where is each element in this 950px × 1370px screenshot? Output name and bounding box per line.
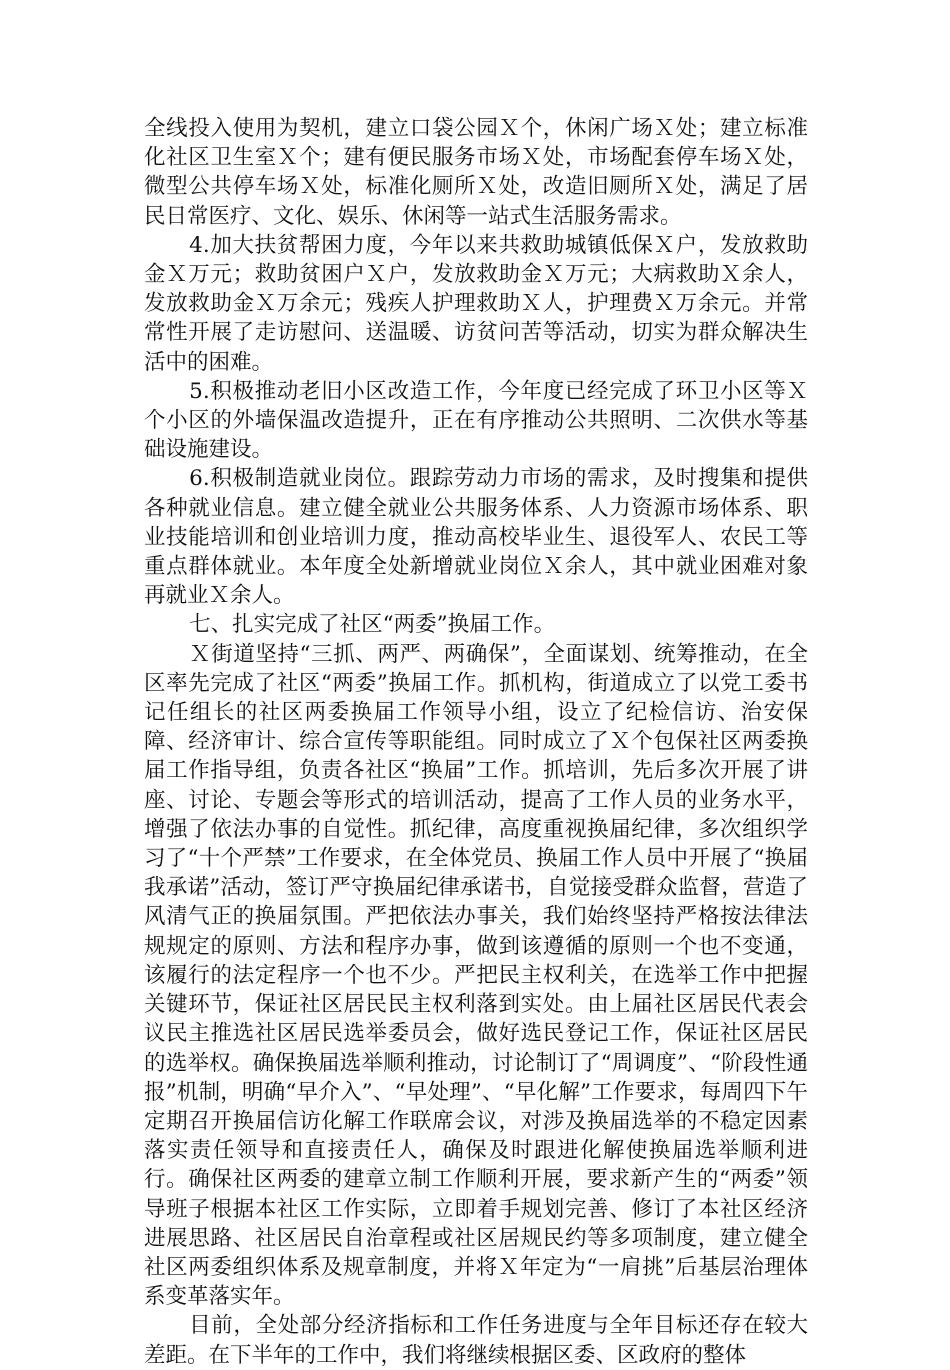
paragraph-old-community-renovation: 5.积极推动老旧小区改造工作，今年度已经完成了环卫小区等Ｘ个小区的外墙保温改造提升，正在有序推动公共照明、二次供水等基础设施建设。 bbox=[144, 378, 808, 463]
paragraph-election-work: Ｘ街道坚持“三抓、两严、两确保”，全面谋划、统筹推动，在全区率先完成了社区“两委”换届工作。抓机构，街道成立了以党工委书记任组长的社区两委换届工作领导小组，设立了纪检信访、治安保障、经济审计、综合宣传等职能组。同时成立了Ｘ个包保社区两委换届工作指导组，负责各社区“换届”工作。抓培训，先后多次开展了讲座、讨论、专题会等形式的培训活动，提高了工作人员的业务水平，增强了依法办事的自觉性。抓纪律，高度重视换届纪律，多次组织学习了“十个严禁”工作要求，在全体党员、换届工作人员中开展了“换届我承诺”活动，签订严守换届纪律承诺书，自觉接受群众监督，营造了风清气正的换届氛围。严把依法办事关，我们始终坚持严格按法律法规规定的原则、方法和程序办事，做到该遵循的原则一个也不变通，该履行的法定程序一个也不少。严把民主权利关，在选举工作中把握关键环节，保证社区居民民主权利落到实处。由上届社区居民代表会议民主推选社区居民选举委员会，做好选民登记工作，保证社区居民的选举权。确保换届选举顺利推动，讨论制订了“周调度”、“阶段性通报”机制，明确“早介入”、“早处理”、“早化解”工作要求，每周四下午定期召开换届信访化解工作联席会议，对涉及换届选举的不稳定因素落实责任领导和直接责任人，确保及时跟进化解使换届选举顺利进行。确保社区两委的建章立制工作顺利开展，要求新产生的“两委”领导班子根据本社区工作实际，立即着手规划完善、修订了本社区经济进展思路、社区居民自治章程或社区居规民约等多项制度，建立健全社区两委组织体系及规章制度，并将Ｘ年定为“一肩挑”后基层治理体系变革落实年。 bbox=[144, 641, 808, 1310]
paragraph-current-status: 目前，全处部分经济指标和工作任务进度与全年目标还存在较大差距。在下半年的工作中，我们将继续根据区委、区政府的整体 bbox=[144, 1313, 808, 1368]
paragraph-continued-facilities: 全线投入使用为契机，建立口袋公园Ｘ个，休闲广场Ｘ处；建立标准化社区卫生室Ｘ个；建有便民服务市场Ｘ处，市场配套停车场Ｘ处，微型公共停车场Ｘ处，标准化厕所Ｘ处，改造旧厕所Ｘ处，满足了居民日常医疗、文化、娱乐、休闲等一站式生活服务需求。 bbox=[144, 116, 808, 229]
paragraph-employment: 6.积极制造就业岗位。跟踪劳动力市场的需求，及时搜集和提供各种就业信息。建立健全就业公共服务体系、人力资源市场体系、职业技能培训和创业培训力度，推动高校毕业生、退役军人、农民工等重点群体就业。本年度全处新增就业岗位Ｘ余人，其中就业困难对象再就业Ｘ余人。 bbox=[144, 466, 808, 609]
paragraph-poverty-relief: 4.加大扶贫帮困力度，今年以来共救助城镇低保Ｘ户，发放救助金Ｘ万元；救助贫困户Ｘ户，发放救助金Ｘ万元；大病救助Ｘ余人，发放救助金Ｘ万余元；残疾人护理救助Ｘ人，护理费Ｘ万余元。并常常性开展了走访慰问、送温暖、访贫问苦等活动，切实为群众解决生活中的困难。 bbox=[144, 232, 808, 375]
section-heading-community-election: 七、扎实完成了社区“两委”换届工作。 bbox=[189, 612, 556, 638]
document-body bbox=[144, 114, 808, 1370]
